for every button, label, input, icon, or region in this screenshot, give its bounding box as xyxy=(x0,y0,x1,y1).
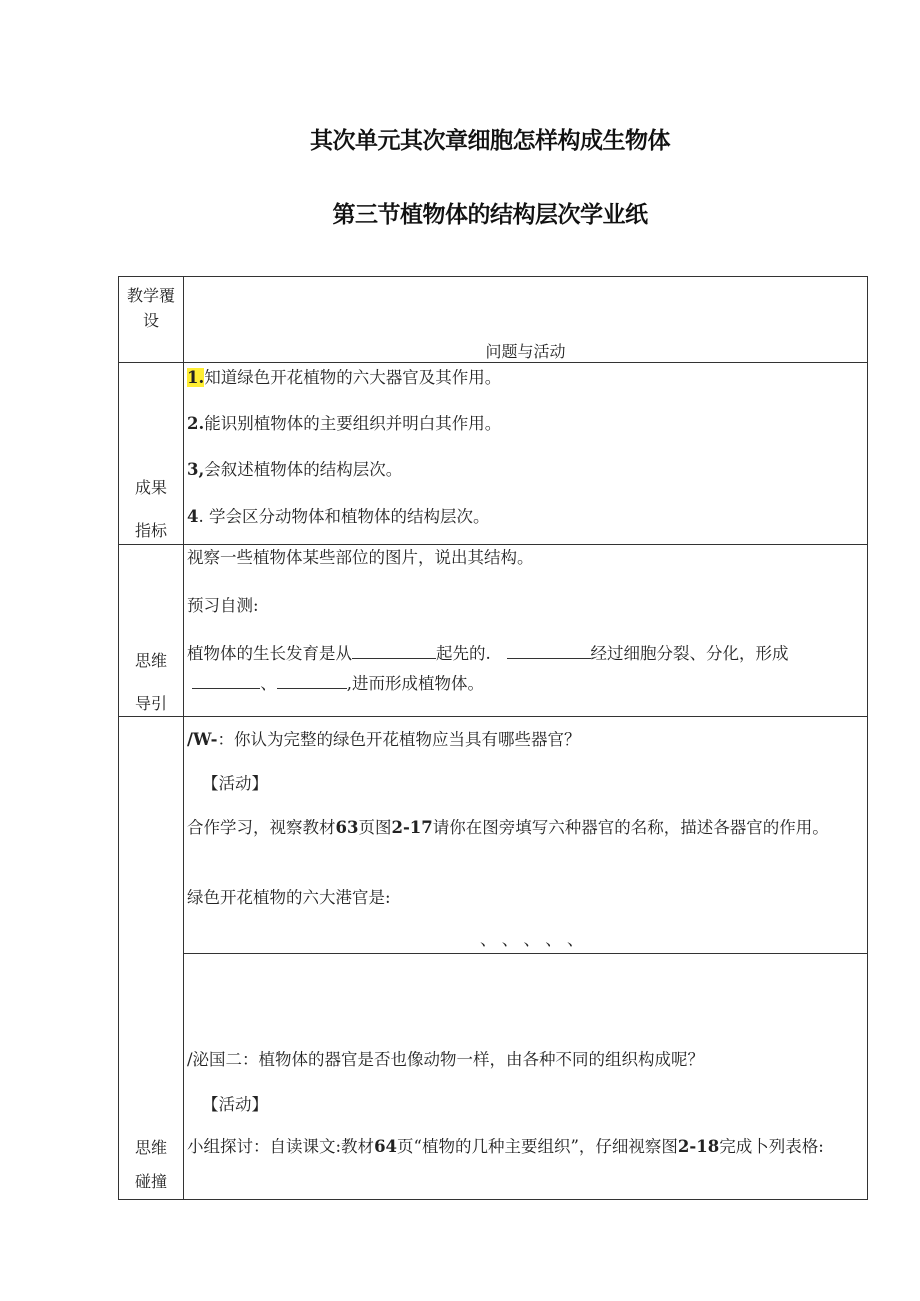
label-line: 碰撞 xyxy=(134,1172,167,1191)
goal-text: 会叙述植物体的结构层次。 xyxy=(204,460,403,479)
fill-blank[interactable] xyxy=(277,670,347,689)
guide-text: 经过细胞分裂、分化，形成 xyxy=(590,644,789,663)
goal-item xyxy=(187,411,861,436)
guide-text: ,进而形成植物体。 xyxy=(346,674,484,693)
question-text: ：你认为完整的绿色开花植物应当具有哪些器官？ xyxy=(217,730,581,749)
task-page: 64 xyxy=(374,1137,398,1156)
goals-content xyxy=(184,363,868,545)
activity-two-content xyxy=(184,954,868,1200)
label-thinking-collision xyxy=(119,717,184,1200)
label-guide xyxy=(119,545,184,717)
goal-number: 4 xyxy=(187,507,199,526)
question-one xyxy=(187,727,861,752)
guide-line: 预习自测: xyxy=(187,596,259,615)
task-figure: 2-18 xyxy=(677,1137,720,1156)
guide-text: 植物体的生长发育是从 xyxy=(187,644,352,663)
label-line: 思维 xyxy=(134,1138,167,1157)
goal-text: 知道绿色开花植物的六大器官及其作用。 xyxy=(204,368,502,387)
label-line: 指标 xyxy=(134,521,167,540)
task-text: 小组探讨：自读课文:教材 xyxy=(187,1137,375,1156)
activity-label: 【活动】 xyxy=(202,774,268,793)
fill-blank[interactable] xyxy=(507,640,591,659)
goal-item xyxy=(187,504,861,529)
goal-number: 3, xyxy=(187,460,205,479)
question-two: /泌国二：植物体的器官是否也像动物一样，由各种不同的组织构成呢？ xyxy=(187,1050,705,1069)
guide-text: 起先的. xyxy=(436,644,491,663)
label-teaching-design xyxy=(119,277,184,363)
goal-item xyxy=(187,457,861,482)
goal-number: 2. xyxy=(187,414,205,433)
row-activity-one xyxy=(119,717,868,954)
label-line: 导引 xyxy=(134,694,167,713)
organs-blanks: 、 、 、 、 、 xyxy=(480,930,584,949)
label-line: 教学覆 xyxy=(126,286,175,305)
goal-text: 能识别植物体的主要组织并明白其作用。 xyxy=(204,414,502,433)
fill-blank[interactable] xyxy=(192,670,260,689)
guide-content xyxy=(184,545,868,717)
task-page: 63 xyxy=(335,818,359,837)
guide-line: 视察一些植物体某些部位的图片，说出其结构。 xyxy=(187,548,534,567)
label-line: 思维 xyxy=(134,651,167,670)
activity-task xyxy=(187,815,861,840)
row-activity-two xyxy=(119,954,868,1200)
task-text: 完成卜列表格: xyxy=(719,1137,824,1156)
column-header-problems-activities: 问题与活动 xyxy=(485,342,566,361)
task-text: 页“植物的几种主要组织”，仔细视察图 xyxy=(397,1137,678,1156)
guide-fill-line xyxy=(187,640,861,666)
goal-text: . 学会区分动物体和植物体的结构层次。 xyxy=(198,507,490,526)
label-line: 设 xyxy=(142,311,159,330)
task-figure: 2-17 xyxy=(391,818,433,837)
label-line: 成果 xyxy=(134,478,167,497)
task-text: 合作学习，视察教材 xyxy=(187,818,336,837)
goal-number: 1. xyxy=(187,368,205,387)
row-teaching-design xyxy=(119,277,868,363)
row-goals xyxy=(119,363,868,545)
task-text: 页图 xyxy=(358,818,392,837)
worksheet-table xyxy=(118,276,868,1200)
activity-one-content xyxy=(184,717,868,954)
design-content xyxy=(184,277,868,363)
document-subtitle: 第三节植物体的结构层次学业纸 xyxy=(332,202,648,228)
label-goals xyxy=(119,363,184,545)
activity-task xyxy=(187,1134,861,1159)
organs-line: 绿色开花植物的六大港官是: xyxy=(187,888,391,907)
goal-item xyxy=(187,365,861,390)
task-text: 请你在图旁填写六种器官的名称，描述各器官的作用。 xyxy=(432,818,829,837)
fill-blank[interactable] xyxy=(352,640,436,659)
question-prefix: /W- xyxy=(187,730,218,749)
row-guide xyxy=(119,545,868,717)
guide-text: 、 xyxy=(260,674,277,693)
activity-label: 【活动】 xyxy=(202,1095,268,1114)
guide-fill-line xyxy=(187,670,861,696)
document-title: 其次单元其次章细胞怎样构成生物体 xyxy=(310,128,670,154)
